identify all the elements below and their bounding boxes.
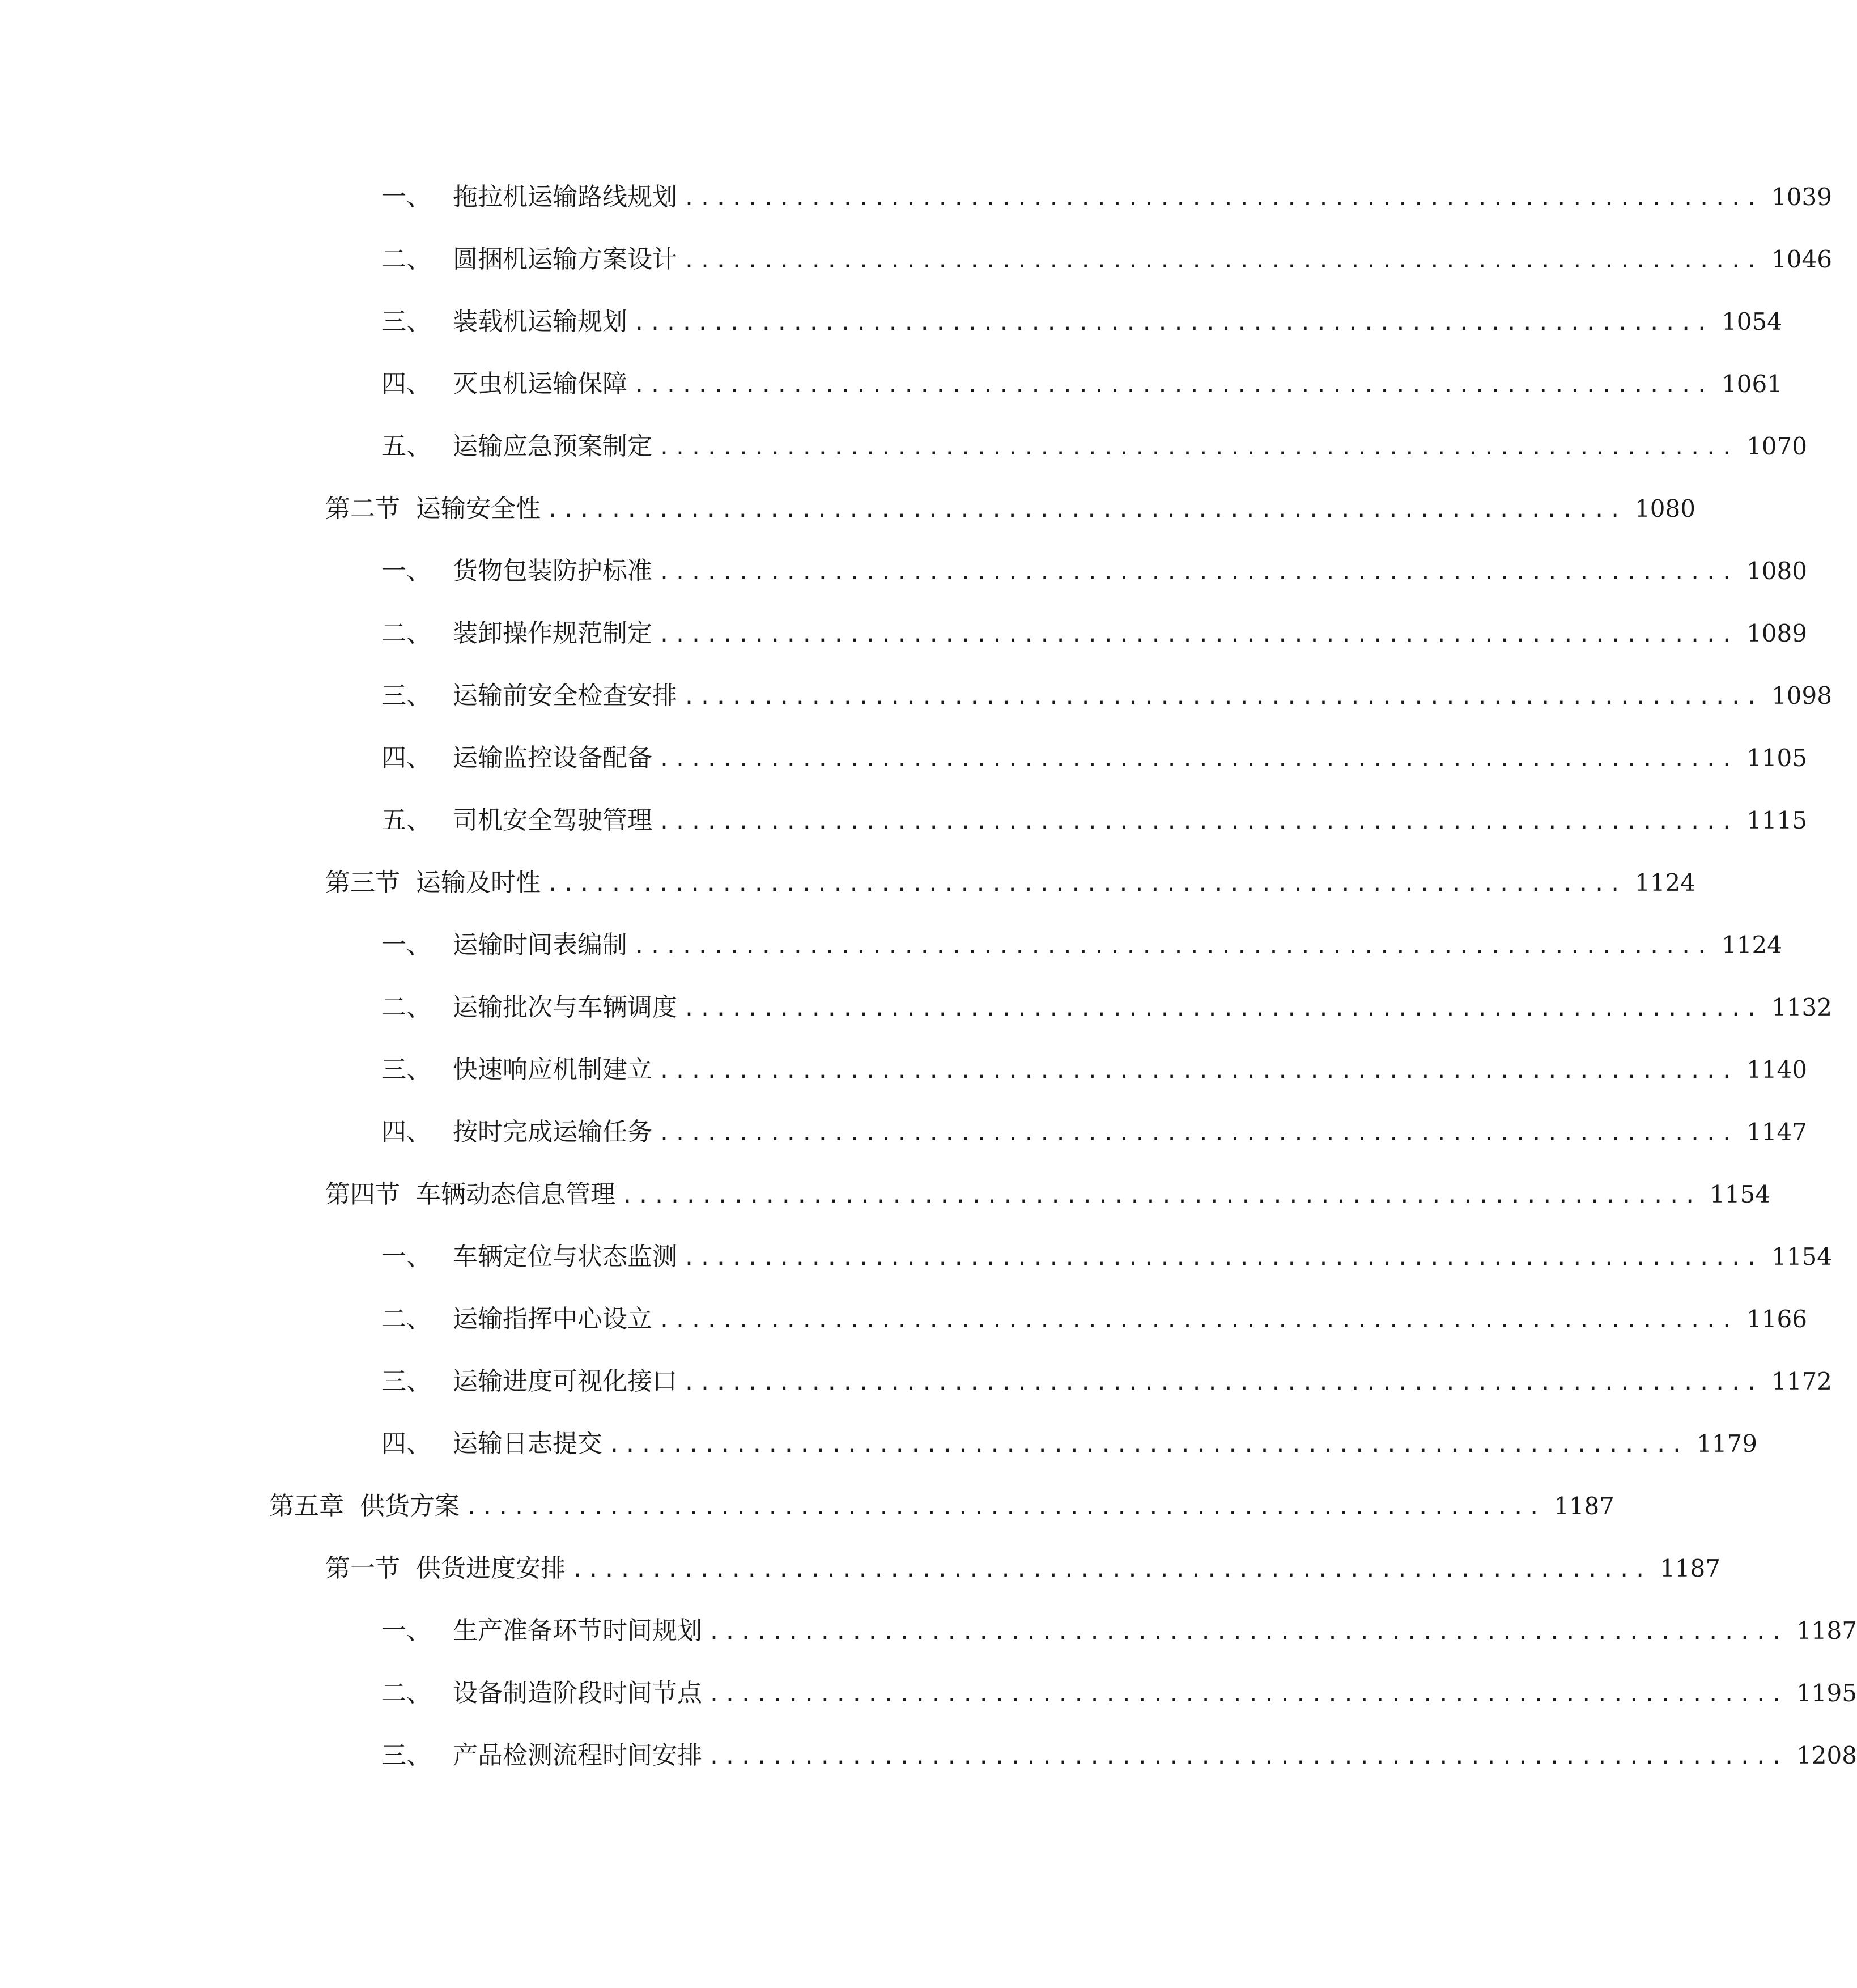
toc-section-entry[interactable] (0, 1173, 1770, 1235)
toc-page-number: 1140 (1746, 1056, 1807, 1084)
toc-entry-number: 一、 (381, 1242, 431, 1271)
toc-leader-dots: .................................................................... (635, 369, 1714, 398)
table-of-contents (0, 176, 1857, 1796)
toc-leader-dots: .................................................................... (635, 931, 1714, 959)
toc-entry-number: 一、 (381, 1616, 431, 1645)
toc-entry-title: 运输指挥中心设立 (453, 1305, 652, 1333)
toc-entry-title: 快速响应机制建立 (453, 1055, 652, 1084)
toc-entry-title: 产品检测流程时间安排 (453, 1741, 702, 1770)
toc-page-number: 1046 (1771, 245, 1832, 273)
toc-entry[interactable] (0, 1360, 1832, 1422)
toc-entry[interactable] (0, 363, 1782, 425)
toc-leader-dots: .................................................................... (660, 557, 1739, 585)
toc-entry-number: 三、 (381, 681, 431, 710)
toc-entry-title: 运输日志提交 (453, 1429, 602, 1458)
toc-section-number: 第二节 (325, 494, 400, 523)
toc-entry-title: 灭虫机运输保障 (453, 369, 627, 398)
toc-section-entry[interactable] (0, 1547, 1720, 1609)
toc-leader-dots: .................................................................... (685, 1242, 1764, 1271)
toc-page-number: 1054 (1722, 308, 1782, 335)
toc-leader-dots: .................................................................... (710, 1679, 1789, 1707)
toc-leader-dots: .................................................................... (623, 1180, 1702, 1209)
toc-entry-number: 四、 (381, 1118, 431, 1146)
toc-entry[interactable] (0, 674, 1832, 737)
toc-page-number: 1115 (1746, 806, 1807, 834)
toc-leader-dots: .................................................................... (660, 1305, 1739, 1333)
toc-section-entry[interactable] (0, 487, 1695, 550)
toc-entry[interactable] (0, 1298, 1807, 1360)
toc-leader-dots: .................................................................... (710, 1741, 1789, 1770)
toc-entry[interactable] (0, 1734, 1857, 1796)
toc-entry[interactable] (0, 612, 1807, 674)
toc-page-number: 1124 (1722, 931, 1782, 959)
toc-entry[interactable] (0, 238, 1832, 300)
toc-entry-number: 二、 (381, 993, 431, 1022)
toc-page-number: 1080 (1746, 557, 1807, 585)
toc-section-title: 供货进度安排 (416, 1554, 566, 1583)
toc-page-number: 1147 (1746, 1118, 1807, 1146)
toc-leader-dots: .................................................................... (685, 245, 1764, 274)
toc-entry[interactable] (0, 176, 1832, 238)
toc-chapter-title: 供货方案 (360, 1492, 460, 1520)
toc-leader-dots: .................................................................... (573, 1554, 1652, 1583)
toc-leader-dots: .................................................................... (610, 1429, 1689, 1458)
toc-section-title: 车辆动态信息管理 (416, 1180, 615, 1209)
toc-section-title: 运输安全性 (416, 494, 541, 523)
toc-page-number: 1187 (1660, 1554, 1720, 1582)
toc-entry-title: 按时完成运输任务 (453, 1118, 652, 1146)
toc-leader-dots: .................................................................... (660, 1118, 1739, 1146)
toc-leader-dots: .................................................................... (660, 806, 1739, 835)
toc-section-number: 第三节 (325, 868, 400, 897)
toc-entry[interactable] (0, 1609, 1857, 1672)
toc-page-number: 1172 (1771, 1367, 1832, 1395)
toc-entry-title: 圆捆机运输方案设计 (453, 245, 677, 274)
toc-leader-dots: .................................................................... (685, 182, 1764, 211)
toc-entry-title: 运输应急预案制定 (453, 432, 652, 461)
toc-entry-number: 三、 (381, 1367, 431, 1396)
toc-entry-number: 三、 (381, 1055, 431, 1084)
toc-leader-dots: .................................................................... (549, 868, 1627, 897)
toc-section-number: 第四节 (325, 1180, 400, 1209)
toc-leader-dots: .................................................................... (549, 494, 1627, 523)
toc-page-number: 1080 (1635, 495, 1695, 523)
toc-page-number: 1039 (1771, 183, 1832, 211)
toc-leader-dots: .................................................................... (685, 993, 1764, 1022)
toc-entry[interactable] (0, 737, 1807, 799)
toc-chapter-entry[interactable] (0, 1485, 1614, 1547)
toc-entry-number: 二、 (381, 245, 431, 274)
toc-entry-title: 设备制造阶段时间节点 (453, 1679, 702, 1707)
toc-entry-title: 运输批次与车辆调度 (453, 993, 677, 1022)
toc-leader-dots: .................................................................... (660, 432, 1739, 461)
toc-section-title: 运输及时性 (416, 868, 541, 897)
toc-entry[interactable] (0, 300, 1782, 363)
toc-entry-title: 车辆定位与状态监测 (453, 1242, 677, 1271)
toc-entry-number: 五、 (381, 432, 431, 461)
toc-entry-title: 装卸操作规范制定 (453, 619, 652, 648)
toc-leader-dots: .................................................................... (660, 619, 1739, 648)
toc-entry[interactable] (0, 986, 1832, 1048)
toc-leader-dots: .................................................................... (635, 307, 1714, 336)
toc-page-number: 1124 (1635, 869, 1695, 897)
toc-entry-number: 一、 (381, 557, 431, 585)
toc-entry-number: 二、 (381, 1679, 431, 1707)
toc-page-number: 1179 (1697, 1430, 1757, 1458)
toc-page-number: 1132 (1771, 993, 1832, 1021)
toc-page-number: 1195 (1796, 1679, 1857, 1707)
toc-entry-number: 五、 (381, 806, 431, 835)
toc-entry[interactable] (0, 425, 1807, 487)
toc-entry-title: 运输进度可视化接口 (453, 1367, 677, 1396)
toc-entry-title: 运输前安全检查安排 (453, 681, 677, 710)
toc-entry[interactable] (0, 1672, 1857, 1734)
toc-chapter-number: 第五章 (269, 1492, 344, 1520)
toc-entry[interactable] (0, 1235, 1832, 1298)
toc-entry-title: 司机安全驾驶管理 (453, 806, 652, 835)
toc-leader-dots: .................................................................... (468, 1492, 1546, 1520)
toc-entry-number: 四、 (381, 744, 431, 772)
toc-page-number: 1061 (1722, 370, 1782, 398)
toc-leader-dots: .................................................................... (710, 1616, 1789, 1645)
toc-entry-number: 二、 (381, 1305, 431, 1333)
toc-leader-dots: .................................................................... (685, 1367, 1764, 1396)
toc-page-number: 1089 (1746, 619, 1807, 647)
toc-leader-dots: .................................................................... (660, 1055, 1739, 1084)
toc-entry-number: 四、 (381, 369, 431, 398)
toc-entry-number: 三、 (381, 307, 431, 336)
toc-entry-title: 装载机运输规划 (453, 307, 627, 336)
toc-section-entry[interactable] (0, 861, 1695, 924)
toc-entry-number: 三、 (381, 1741, 431, 1770)
toc-entry-title: 拖拉机运输路线规划 (453, 182, 677, 211)
toc-entry-title: 货物包装防护标准 (453, 557, 652, 585)
toc-leader-dots: .................................................................... (660, 744, 1739, 772)
toc-page-number: 1154 (1710, 1180, 1770, 1208)
toc-page-number: 1070 (1746, 432, 1807, 460)
toc-entry[interactable] (0, 1048, 1807, 1111)
toc-entry[interactable] (0, 1111, 1807, 1173)
toc-entry-title: 生产准备环节时间规划 (453, 1616, 702, 1645)
toc-entry-title: 运输监控设备配备 (453, 744, 652, 772)
toc-page-number: 1154 (1771, 1243, 1832, 1271)
toc-section-number: 第一节 (325, 1554, 400, 1583)
toc-page-number: 1105 (1746, 744, 1807, 772)
toc-entry[interactable] (0, 1422, 1757, 1485)
toc-entry-number: 一、 (381, 182, 431, 211)
toc-page-number: 1166 (1746, 1305, 1807, 1333)
toc-entry-number: 二、 (381, 619, 431, 648)
toc-leader-dots: .................................................................... (685, 681, 1764, 710)
toc-entry[interactable] (0, 799, 1807, 861)
toc-page-number: 1098 (1771, 682, 1832, 710)
toc-page-number: 1208 (1796, 1741, 1857, 1769)
toc-entry[interactable] (0, 550, 1807, 612)
toc-entry-number: 一、 (381, 931, 431, 959)
toc-entry[interactable] (0, 924, 1782, 986)
toc-entry-number: 四、 (381, 1429, 431, 1458)
toc-page-number: 1187 (1554, 1492, 1614, 1520)
toc-page-number: 1187 (1796, 1617, 1857, 1645)
toc-entry-title: 运输时间表编制 (453, 931, 627, 959)
